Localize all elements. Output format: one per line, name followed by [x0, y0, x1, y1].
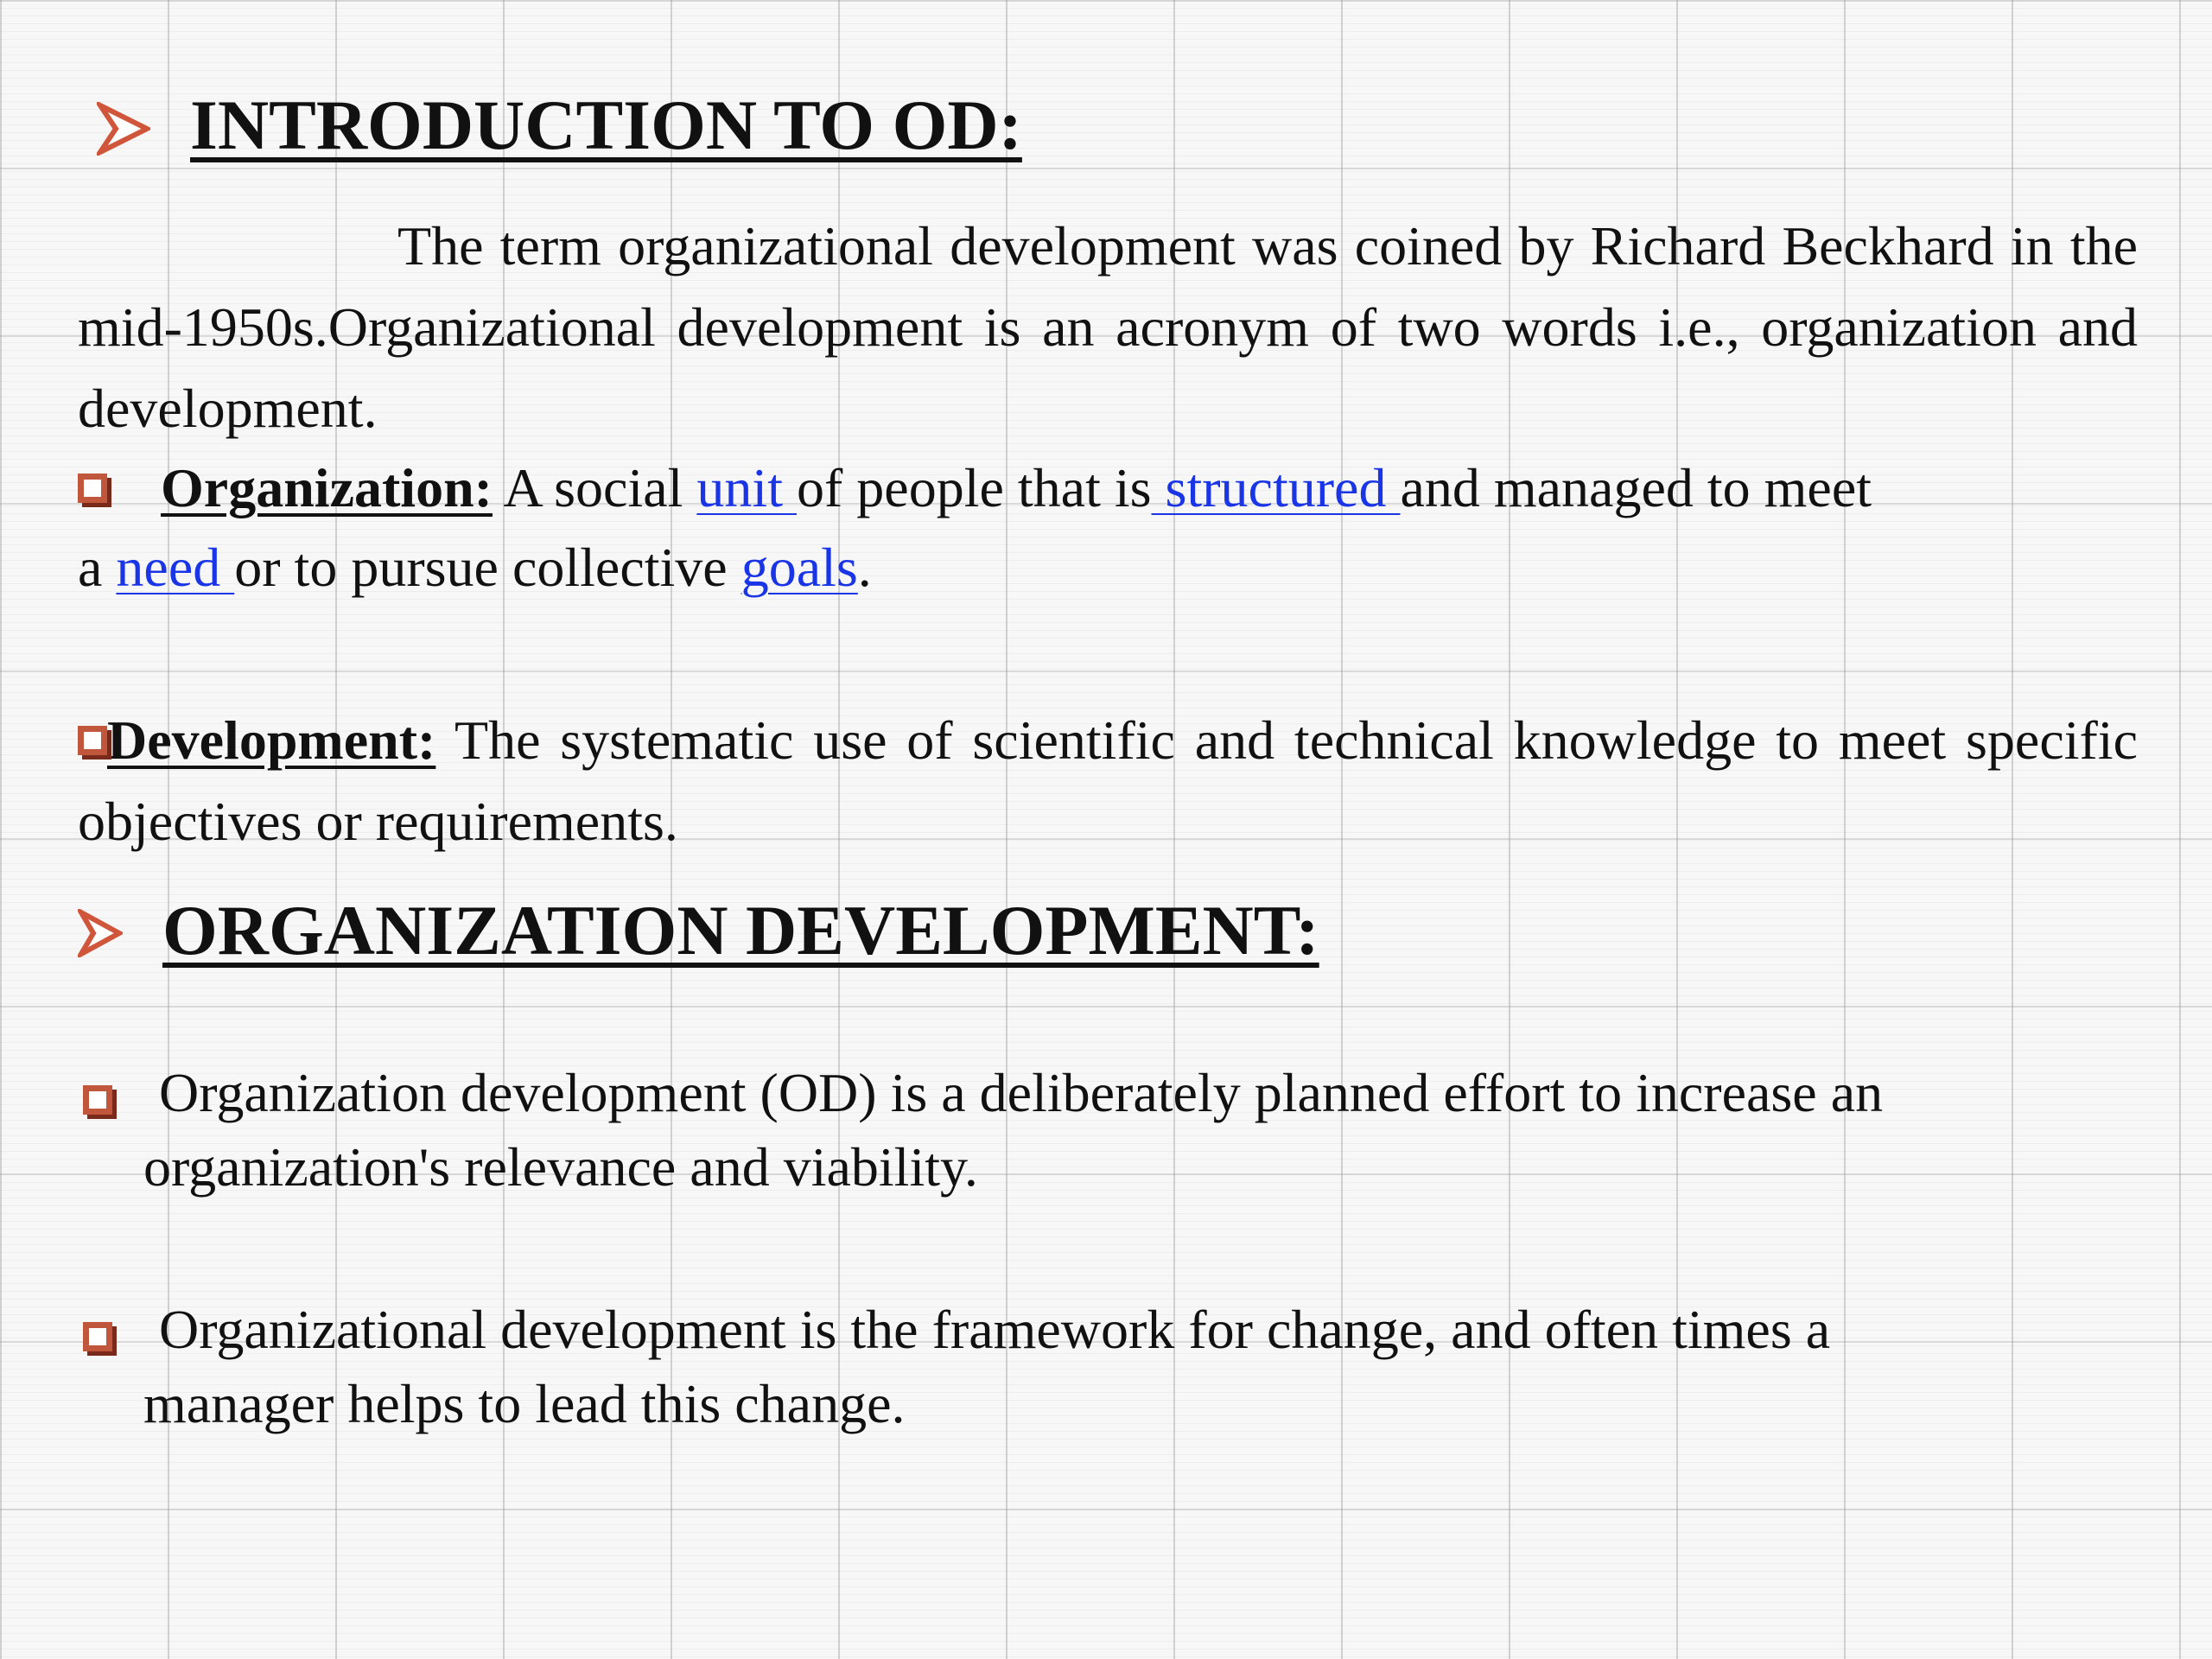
section-title-od: ORGANIZATION DEVELOPMENT:	[162, 891, 1319, 969]
square-bullet-icon	[78, 474, 107, 503]
intro-paragraph	[78, 206, 2138, 449]
od-bullet2-line1: Organizational development is the framework for change, and often times a	[159, 1299, 1831, 1360]
heading-arrow-icon	[97, 102, 150, 160]
od-bullet1-line2: organization's relevance and viability.	[143, 1136, 978, 1198]
link-need[interactable]: need	[116, 537, 235, 598]
square-bullet-icon	[83, 1085, 112, 1115]
intro-text: The term organizational development was coined by Richard Beckhard in the mid-1950s.Organizational development is an acronym of two words i.e., organization and development.	[78, 215, 2138, 439]
development-text: The systematic use of scientific and technical knowledge to meet specific objectives or requirements.	[78, 709, 2138, 852]
organization-definition-line1	[78, 456, 1872, 520]
organization-text: and managed to meet	[1400, 457, 1872, 518]
organization-text: of people that is	[796, 457, 1152, 518]
organization-definition-line2	[78, 536, 872, 600]
organization-text: A social	[492, 457, 697, 518]
development-term: Development:	[107, 709, 436, 771]
section-title-intro: INTRODUCTION TO OD:	[190, 86, 1022, 164]
link-goals[interactable]: goals	[741, 537, 858, 598]
square-bullet-icon	[83, 1322, 112, 1351]
organization-term: Organization:	[161, 457, 493, 518]
heading-arrow-icon	[78, 909, 123, 962]
organization-text: .	[857, 537, 872, 598]
od-bullet1-line1: Organization development (OD) is a deliberately planned effort to increase an	[159, 1062, 1884, 1123]
organization-text: or to pursue collective	[234, 537, 741, 598]
square-bullet-icon	[78, 726, 107, 755]
organization-text: a	[78, 537, 117, 598]
link-unit[interactable]: unit	[696, 457, 797, 518]
development-definition	[78, 700, 2138, 862]
link-structured[interactable]: structured	[1151, 457, 1401, 518]
od-bullet2-line2: manager helps to lead this change.	[143, 1373, 906, 1434]
